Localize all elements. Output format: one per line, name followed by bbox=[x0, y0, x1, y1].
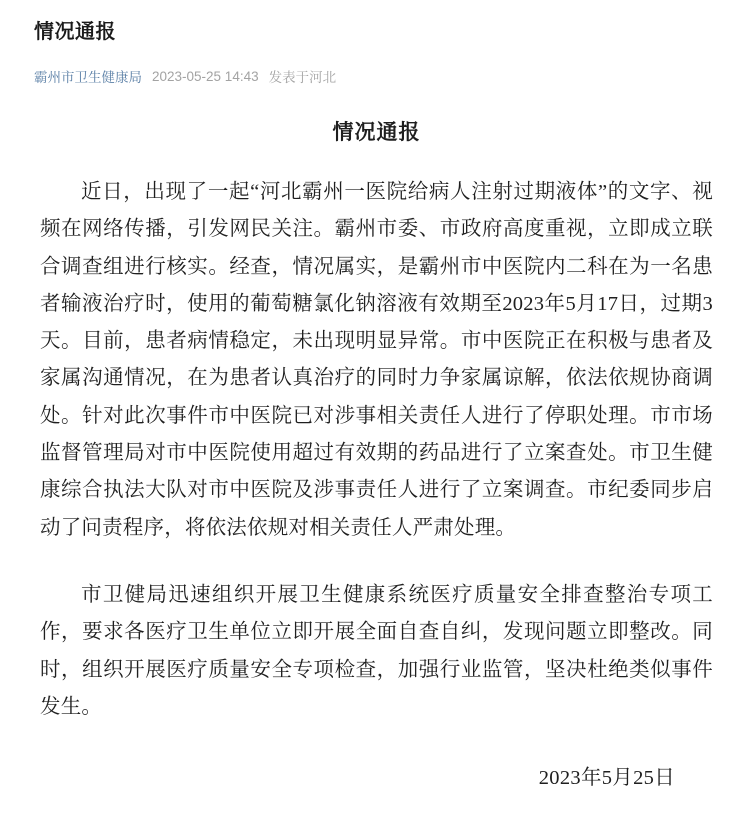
document-heading: 情况通报 bbox=[332, 121, 421, 144]
body-paragraph: 近日，出现了一起“河北霸州一医院给病人注射过期液体”的文字、视频在网络传播，引发网民关注。霸州市委、市政府高度重视，立即成立联合调查组进行核实。经查，情况属实，是霸州市中医院内二科在为一名患者输液治疗时，使用的葡萄糖氯化钠溶液有效期至2023年5月17日，过期3天。目前，患者病情稳定，未出现明显异常。市中医院正在积极与患者及家属沟通情况，在为患者认真治疗的同时力争家属谅解，依法依规协商调处。针对此次事件市中医院已对涉事相关责任人进行了停职处理。市市场监督管理局对市中医院使用超过有效期的药品进行了立案查处。市卫生健康综合执法大队对市中医院及涉事责任人进行了立案调查。市纪委同步启动了问责程序，将依法依规对相关责任人严肃处理。 bbox=[40, 181, 713, 539]
meta-publish-date: 2023-05-25 14:43 bbox=[152, 68, 259, 84]
meta-source-link[interactable]: 霸州市卫生健康局 bbox=[34, 70, 142, 85]
page-title: 情况通报 bbox=[34, 21, 116, 43]
meta-publish-location: 发表于河北 bbox=[268, 70, 337, 85]
article-body bbox=[34, 116, 719, 804]
body-paragraph: 市卫健局迅速组织开展卫生健康系统医疗质量安全排查整治专项工作，要求各医疗卫生单位立即开展全面自查自纠，发现问题立即整改。同时，组织开展医疗质量安全专项检查，加强行业监管，坚决杜绝类似事件发生。 bbox=[40, 583, 713, 718]
article-meta bbox=[34, 66, 719, 86]
signature-date: 2023年5月25日 bbox=[538, 767, 675, 790]
bottom-spacer bbox=[34, 790, 719, 804]
